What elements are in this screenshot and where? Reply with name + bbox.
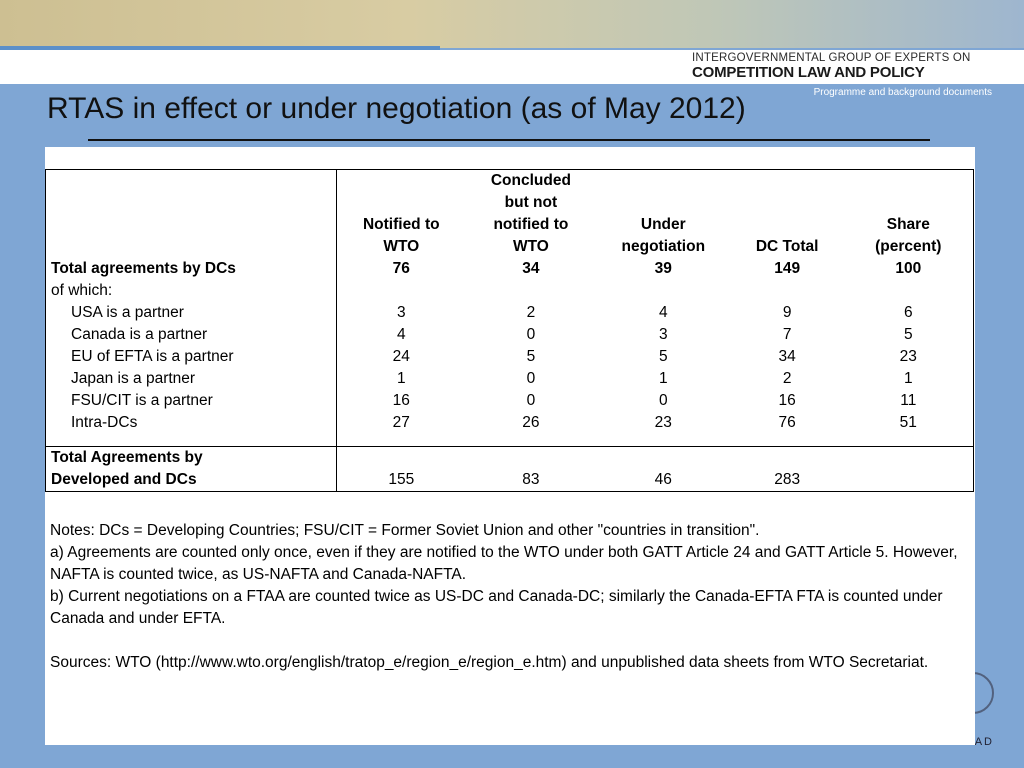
table-cell: 9 [782, 304, 792, 321]
col-header: Share [844, 214, 974, 236]
table-cell: 100 [844, 258, 974, 280]
table-row-grand-total-values [46, 469, 974, 492]
table-row [46, 302, 974, 324]
table-cell: 27 [392, 414, 410, 431]
row-label: FSU/CIT is a partner [46, 390, 337, 412]
slide-title: RTAS in effect or under negotiation (as of May 2012) [47, 92, 746, 125]
table-cell: 0 [526, 370, 536, 387]
table-cell: 155 [336, 469, 466, 492]
col-header: DC Total [755, 238, 819, 255]
table-cell: 34 [778, 348, 796, 365]
header-row [46, 170, 974, 193]
table-cell: 16 [392, 392, 410, 409]
note-b: b) Current negotiations on a FTAA are counted twice as US-DC and Canada-DC; similarly the Canada-EFTA FTA is counted under Canada and under EFTA. [50, 588, 943, 627]
header-row [46, 192, 974, 214]
table-row [46, 324, 974, 346]
row-label: Canada is a partner [46, 324, 337, 346]
table-cell: 7 [782, 326, 792, 343]
table-cell: 23 [654, 414, 672, 431]
table-notes [50, 520, 970, 674]
table-cell [844, 469, 974, 492]
col-header: notified to [493, 216, 569, 233]
row-label: Total agreements by DCs [46, 258, 337, 280]
table-cell: 39 [654, 260, 672, 277]
col-header: Under [640, 216, 686, 233]
row-label: Intra-DCs [46, 412, 337, 434]
header-row [46, 214, 974, 236]
table-cell: 4 [396, 326, 406, 343]
table-cell: 23 [844, 346, 974, 368]
table-cell: 76 [778, 414, 796, 431]
col-header: but not [504, 194, 558, 211]
org-title-line2: COMPETITION LAW AND POLICY [692, 64, 925, 81]
table-cell: 11 [844, 390, 974, 412]
table-cell: 83 [466, 469, 596, 492]
col-header: Concluded [466, 170, 596, 193]
table-panel [45, 147, 975, 745]
table-cell: 4 [658, 304, 668, 321]
col-header: WTO [512, 238, 549, 255]
col-header: WTO [383, 238, 420, 255]
header-band [0, 0, 1024, 48]
table-spacer-row [46, 434, 974, 446]
org-subtitle: Programme and background documents [813, 87, 992, 98]
table-row-grand-total [46, 446, 974, 469]
col-header: (percent) [844, 236, 974, 258]
col-header: negotiation [621, 238, 706, 255]
table-row-of-which [46, 280, 974, 302]
table-cell: 3 [658, 326, 668, 343]
table-cell: 1 [396, 370, 406, 387]
table-row [46, 390, 974, 412]
table-cell: 149 [774, 260, 801, 277]
table-cell: 0 [658, 392, 668, 409]
table-cell: 2 [526, 304, 536, 321]
table-cell: 0 [526, 326, 536, 343]
table-row [46, 368, 974, 390]
table-cell: 0 [526, 392, 536, 409]
note-definitions: Notes: DCs = Developing Countries; FSU/CIT = Former Soviet Union and other "countries in transition". [50, 522, 760, 539]
table-cell: 51 [844, 412, 974, 434]
table-row-total-dcs [46, 258, 974, 280]
table-cell: 5 [658, 348, 668, 365]
table-cell: 26 [522, 414, 540, 431]
row-label: EU of EFTA is a partner [46, 346, 337, 368]
footer-logo-text: AD [974, 736, 994, 748]
table-cell: 34 [522, 260, 540, 277]
table-row [46, 346, 974, 368]
table-cell: 76 [392, 260, 410, 277]
table-cell: 3 [396, 304, 406, 321]
org-title-line1: INTERGOVERNMENTAL GROUP OF EXPERTS ON [692, 52, 971, 64]
table-cell: 16 [778, 392, 796, 409]
table-cell: 1 [844, 368, 974, 390]
table-cell: 2 [782, 370, 792, 387]
table-cell: 283 [731, 469, 844, 492]
table-cell: 5 [844, 324, 974, 346]
row-label: of which: [46, 280, 337, 302]
row-label: Total Agreements by [46, 446, 337, 469]
rta-table [45, 169, 974, 492]
table-row [46, 412, 974, 434]
table-cell: 46 [596, 469, 731, 492]
table-cell: 5 [526, 348, 536, 365]
note-sources: Sources: WTO (http://www.wto.org/english/tratop_e/region_e/region_e.htm) and unpublished data sheets from WTO Secretariat. [50, 654, 929, 671]
note-a: a) Agreements are counted only once, even if they are notified to the WTO under both GATT Article 24 and GATT Article 5. However, NAFTA is counted twice, as US-NAFTA and Canada-NAFTA. [50, 544, 958, 583]
table-cell: 24 [392, 348, 410, 365]
row-label: Developed and DCs [46, 469, 337, 492]
title-underline [88, 139, 930, 141]
table-cell: 6 [844, 302, 974, 324]
row-label: USA is a partner [46, 302, 337, 324]
organization-title [692, 52, 992, 81]
col-header: Notified to [362, 216, 440, 233]
header-row [46, 236, 974, 258]
row-label: Japan is a partner [46, 368, 337, 390]
table-cell: 1 [658, 370, 668, 387]
